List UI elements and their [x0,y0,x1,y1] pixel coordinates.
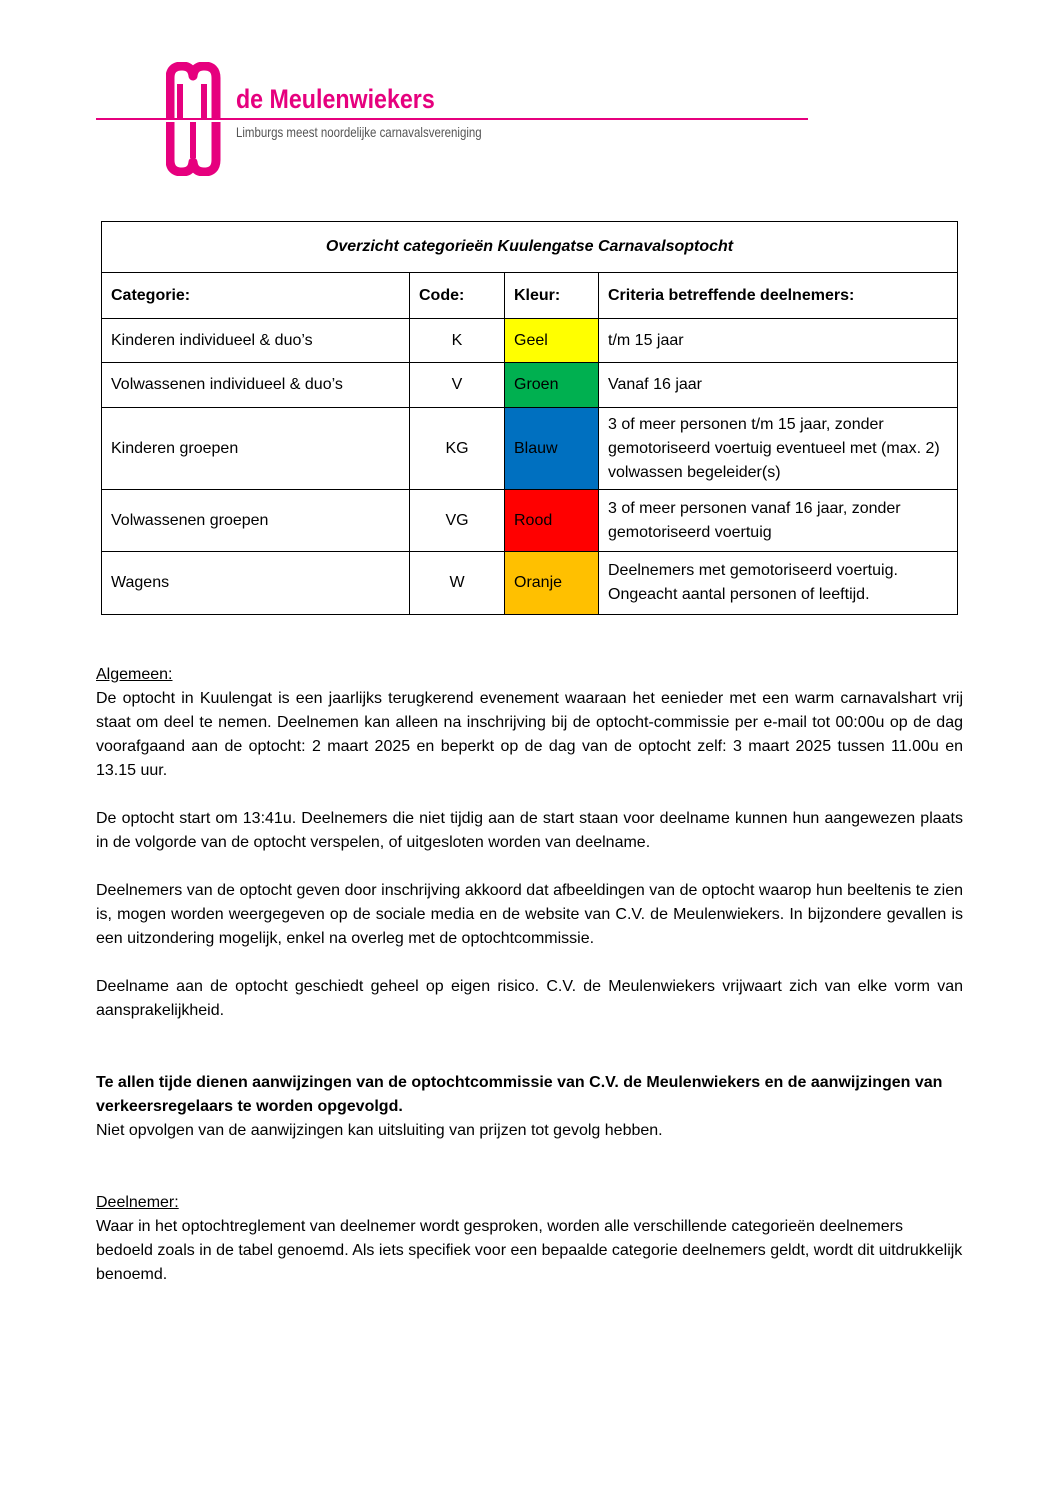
row-code: VG [410,490,505,552]
brand-name: de Meulenwiekers [236,84,435,114]
table-row [102,319,958,363]
header-color: Kleur: [505,273,599,319]
spacer [96,1143,963,1191]
spacer [96,951,963,975]
paragraph: De optocht start om 13:41u. Deelnemers die niet tijdig aan de start staan voor deelname kunnen hun aangewezen plaats in de volgorde van de optocht verspelen, of uitgesloten worden van deelname. [96,810,963,851]
regulations-text [96,663,963,1287]
header-divider [96,118,808,120]
paragraph: De optocht in Kuulengat is een jaarlijks terugkerend evenement waaraan het eenieder met een warm carnavalshart vrij staat om deel te nemen. Deelnemen kan alleen na inschrijving bij de optocht-commissie per e-mail tot 00:00u op de dag voorafgaand aan de optocht: 2 maart 2025 en beperkt op de dag van de optocht zelf: 3 maart 2025 tussen 11.00u en 13.15 uur. [96,690,963,779]
paragraph: Deelnemers van de optocht geven door inschrijving akkoord dat afbeeldingen van de optocht waarop hun beeltenis te zien is, mogen worden weergegeven op de sociale media en de website van C.V. de Meulenwiekers. In bijzondere gevallen is een uitzondering mogelijk, enkel na overleg met de optochtcommissie. [96,882,963,947]
row-code: K [410,319,505,363]
header-criteria: Criteria betreffende deelnemers: [599,273,958,319]
spacer [96,1023,963,1071]
table-row [102,552,958,615]
table-row [102,490,958,552]
row-color: Rood [505,490,599,552]
row-criteria: 3 of meer personen t/m 15 jaar, zonder gemotoriseerd voertuig eventueel met (max. 2) volwassen begeleider(s) [599,408,958,490]
category-table [101,221,958,615]
row-color: Groen [505,363,599,408]
row-criteria [599,552,958,615]
row-category: Wagens [102,552,410,615]
table-row [102,408,958,490]
row-category: Volwassenen individueel & duo’s [102,363,410,408]
spacer [96,783,963,807]
row-color: Oranje [505,552,599,615]
brand-tagline: Limburgs meest noordelijke carnavalsvereniging [236,124,482,140]
paragraph: Deelname aan de optocht geschiedt geheel op eigen risico. C.V. de Meulenwiekers vrijwaart zich van elke vorm van aansprakelijkheid. [96,978,963,1019]
section-heading-general: Algemeen: [96,666,173,683]
criteria-line: Ongeacht aantal personen of leeftijd. [608,586,870,603]
paragraph: Niet opvolgen van de aanwijzingen kan uitsluiting van prijzen tot gevolg hebben. [96,1122,663,1139]
spacer [96,855,963,879]
instructions-notice: Te allen tijde dienen aanwijzingen van de optochtcommissie van C.V. de Meulenwiekers en de aanwijzingen van verkeersregelaars te worden opgevolgd. [96,1074,943,1115]
row-category: Kinderen individueel & duo’s [102,319,410,363]
criteria-line: Deelnemers met gemotoriseerd voertuig. [608,562,898,579]
row-category: Volwassenen groepen [102,490,410,552]
row-color: Blauw [505,408,599,490]
row-code: V [410,363,505,408]
table-header-row [102,273,958,319]
section-heading-participant: Deelnemer: [96,1194,179,1211]
table-row [102,363,958,408]
row-category: Kinderen groepen [102,408,410,490]
row-criteria: t/m 15 jaar [599,319,958,363]
row-code: W [410,552,505,615]
paragraph: Waar in het optochtreglement van deelnemer wordt gesproken, worden alle verschillende categorieën deelnemers bedoeld zoals in de tabel genoemd. Als iets specifiek voor een bepaalde categorie deelnemers geldt, wordt dit uitdrukkelijk benoemd. [96,1218,963,1283]
row-criteria: Vanaf 16 jaar [599,363,958,408]
row-color: Geel [505,319,599,363]
row-criteria: 3 of meer personen vanaf 16 jaar, zonder gemotoriseerd voertuig [599,490,958,552]
header-category: Categorie: [102,273,410,319]
table-title: Overzicht categorieën Kuulengatse Carnavalsoptocht [102,222,958,273]
header-code: Code: [410,273,505,319]
row-code: KG [410,408,505,490]
